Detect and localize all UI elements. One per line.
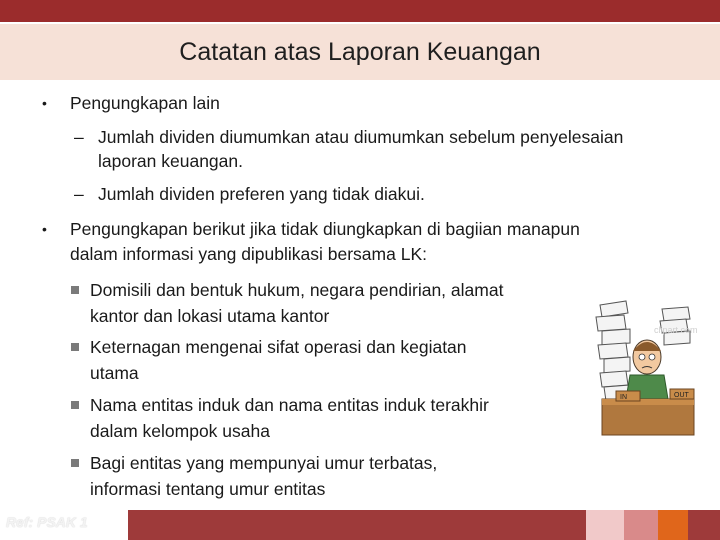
bullet-text-line: dalam informasi yang dipublikasi bersama LK: [70, 244, 427, 264]
sub-item-line: dalam kelompok usaha [90, 421, 270, 441]
dash-text-line: Jumlah dividen diumumkan atau diumumkan sebelum penyelesaian [98, 127, 624, 147]
bullet-text-line: Pengungkapan berikut jika tidak diungkapkan di bagiian manapun [70, 219, 580, 239]
tray-in-label: IN [620, 394, 627, 401]
footer-reference [0, 510, 128, 540]
dash-text-line: laporan keuangan. [98, 151, 243, 171]
footer-segment [624, 510, 658, 540]
bullet-marker: • [42, 95, 47, 111]
dash-marker: – [74, 184, 84, 204]
sub-item-line: Keternagan mengenai sifat operasi dan kegiatan [90, 337, 467, 357]
bullet-marker: • [42, 221, 47, 237]
dash-text-line: Jumlah dividen preferen yang tidak diakui. [98, 184, 425, 204]
tray-out-label: OUT [674, 392, 689, 399]
sub-item-line: Nama entitas induk dan nama entitas induk terakhir [90, 395, 489, 415]
square-bullet [71, 343, 79, 351]
top-accent-bar [0, 0, 720, 22]
footer-segment [586, 510, 624, 540]
footer-segment [688, 510, 720, 540]
footer-ref-text: Ref: PSAK 1 [6, 514, 88, 530]
square-bullet [71, 401, 79, 409]
slide-title: Catatan atas Laporan Keuangan [179, 38, 541, 66]
sub-item-line: Bagi entitas yang mempunyai umur terbatas, [90, 453, 438, 473]
square-bullet [71, 459, 79, 467]
square-bullet [71, 286, 79, 294]
office-worker-illustration [592, 295, 704, 445]
sub-item-line: informasi tentang umur entitas [90, 479, 326, 499]
sub-item-line: utama [90, 363, 139, 383]
bullet-text: Pengungkapan lain [70, 93, 220, 113]
footer-bar [0, 510, 720, 540]
dash-marker: – [74, 127, 84, 147]
clipart-watermark: clipart.com [654, 325, 698, 335]
footer-segment [658, 510, 688, 540]
footer-segment [128, 510, 586, 540]
sub-item-line: Domisili dan bentuk hukum, negara pendirian, alamat [90, 280, 504, 300]
sub-item-line: kantor dan lokasi utama kantor [90, 306, 330, 326]
